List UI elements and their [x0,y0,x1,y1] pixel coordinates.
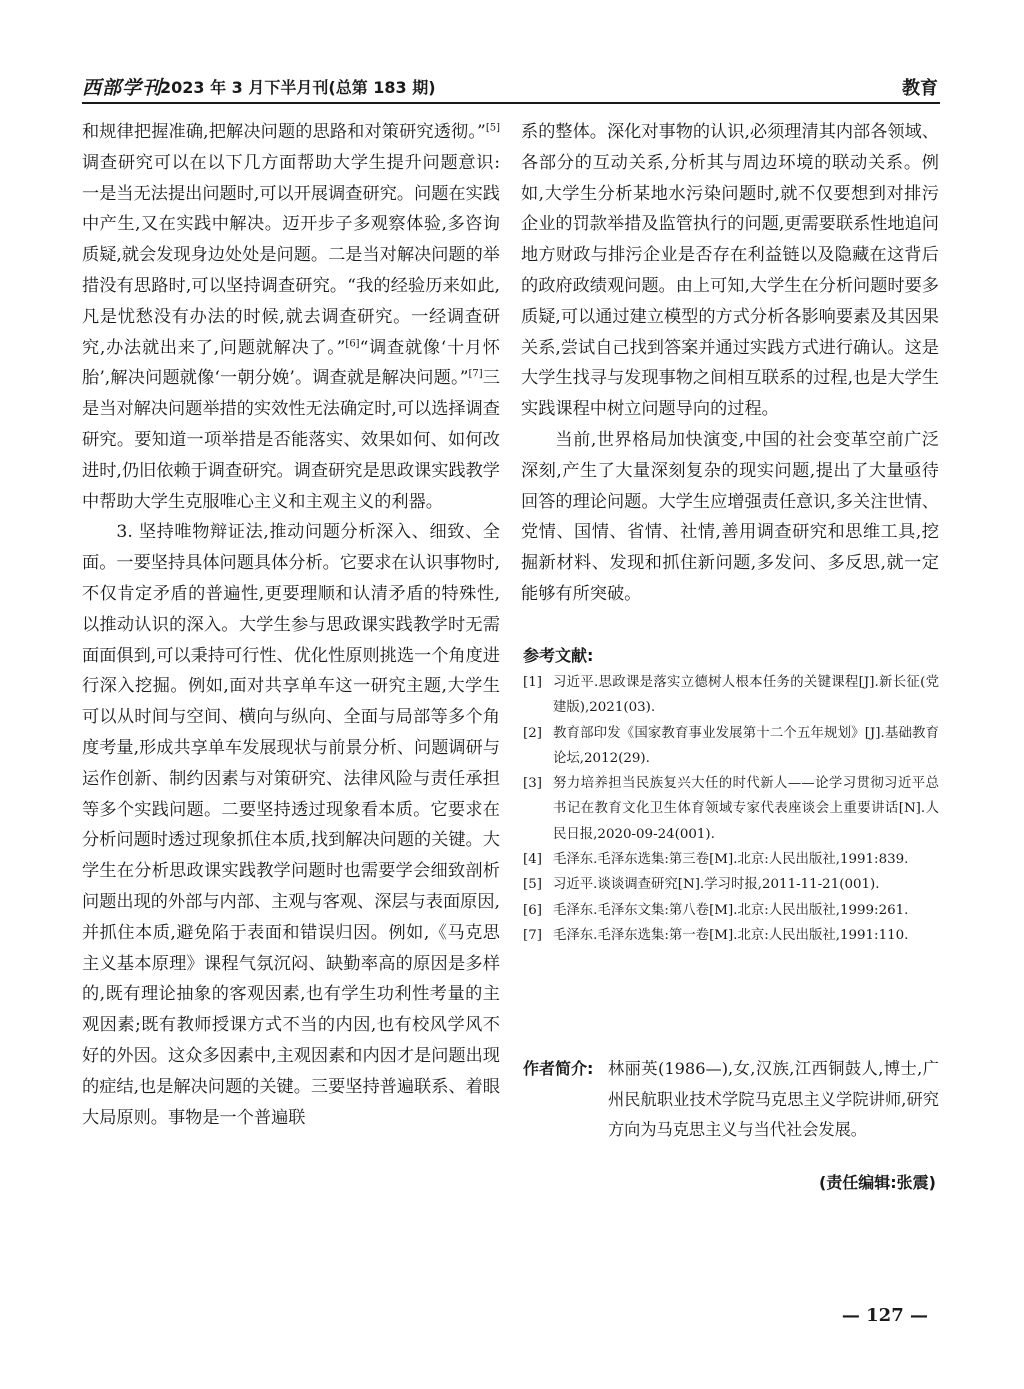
reference-item [523,771,939,847]
reference-text: 习近平.思政课是落实立德树人根本任务的关键课程[J].新长征(党建版),2021(03). [553,675,939,716]
author-bio [523,1054,939,1146]
citation-marker: [5] [485,122,500,134]
text-run: “调查就像‘十月怀胎’,解决问题就像‘一朝分娩’。调查就是解决问题。” [82,337,500,389]
author-label: 作者简介: [523,1059,594,1078]
reference-text: 毛泽东.毛泽东选集:第三卷[M].北京:人民出版社,1991:839. [553,852,909,868]
issue-info: 2023 年 3 月下半月刊(总第 183 期) [160,78,436,97]
reference-text: 教育部印发《国家教育事业发展第十二个五年规划》[J].基础教育论坛,2012(29). [553,725,939,766]
section-title: 教育 [902,78,938,99]
page-number: — 127 — [841,1305,928,1326]
reference-number: [2] [523,725,542,741]
reference-number: [7] [523,927,542,943]
journal-logo: 西部学刊 [82,77,163,99]
reference-text: 毛泽东.毛泽东文集:第八卷[M].北京:人民出版社,1999:261. [553,902,909,918]
citation-marker: [6] [345,337,360,349]
references-title: 参考文献: [523,646,594,665]
left-column [82,117,500,1133]
right-column [521,117,939,610]
citation-marker: [7] [468,368,483,380]
reference-number: [1] [523,675,542,690]
text-run: 三是当对解决问题举措的实效性无法确定时,可以选择调查研究。要知道一项举措是否能落实、效果如何、如何改进时,仍旧依赖于调查研究。调查研究是思政课实践教学中帮助大学生克服唯心主义和主观主义的利器。 [82,368,500,512]
reference-item [523,898,939,923]
text-run: 调查研究可以在以下几方面帮助大学生提升问题意识:一是当无法提出问题时,可以开展调查研究。问题在实践中产生,又在实践中解决。迈开步子多观察体验,多咨询质疑,就会发现身边处处是问题。二是当对解决问题的举措没有思路时,可以坚持调查研究。“我的经验历来如此,凡是忧愁没有办法的时候,就去调查研究。一经调查研究,办法就出来了,问题就解决了。” [82,152,500,358]
text-run: 和规律把握准确,把解决问题的思路和对策研究透彻。” [82,122,486,142]
reference-number: [6] [523,902,542,918]
paragraph: 系的整体。深化对事物的认识,必须理清其内部各领域、各部分的互动关系,分析其与周边环境的联动关系。例如,大学生分析某地水污染问题时,就不仅要想到对排污企业的罚款举措及监管执行的问题,更需要联系性地追问地方财政与排污企业是否存在利益链以及隐藏在这背后的政府政绩观问题。由上可知,大学生在分析问题时要多质疑,可以通过建立模型的方式分析各影响要素及其因果关系,尝试自己找到答案并通过实践方式进行确认。这是大学生找寻与发现事物之间相互联系的过程,也是大学生实践课程中树立问题导向的过程。 [521,122,939,420]
reference-text: 毛泽东.毛泽东选集:第一卷[M].北京:人民出版社,1991:110. [553,927,909,943]
reference-text: 习近平.谈谈调查研究[N].学习时报,2011-11-21(001). [553,877,880,893]
paragraph: 当前,世界格局加快演变,中国的社会变革空前广泛深刻,产生了大量深刻复杂的现实问题,提出了大量亟待回答的理论问题。大学生应增强责任意识,多关注世情、党情、国情、省情、社情,善用调查研究和思维工具,挖掘新材料、发现和抓住新问题,多发问、多反思,就一定能够有所突破。 [521,429,939,604]
paragraph [82,117,500,517]
reference-item [523,923,939,948]
editor-credit: (责任编辑:张震) [818,1173,936,1192]
reference-item [523,721,939,772]
paragraph: 3. 坚持唯物辩证法,推动问题分析深入、细致、全面。一要坚持具体问题具体分析。它要求在认识事物时,不仅肯定矛盾的普遍性,更要理顺和认清矛盾的特殊性,以推动认识的深入。大学生参与思政课实践教学时无需面面俱到,可以秉持可行性、优化性原则挑选一个角度进行深入挖掘。例如,面对共享单车这一研究主题,大学生可以从时间与空间、横向与纵向、全面与局部等多个角度考量,形成共享单车发展现状与前景分析、问题调研与运作创新、制约因素与对策研究、法律风险与责任承担等多个实践问题。二要坚持透过现象看本质。它要求在分析问题时透过现象抓住本质,找到解决问题的关键。大学生在分析思政课实践教学问题时也需要学会细致剖析问题出现的外部与内部、主观与客观、深层与表面原因,并抓住本质,避免陷于表面和错误归因。例如,《马克思主义基本原理》课程气氛沉闷、缺勤率高的原因是多样的,既有理论抽象的客观因素,也有学生功利性考量的主观因素;既有教师授课方式不当的内因,也有校风学风不好的外因。这众多因素中,主观因素和内因才是问题出现的症结,也是解决问题的关键。三要坚持普遍联系、着眼大局原则。事物是一个普遍联 [82,522,500,1128]
reference-number: [3] [523,776,542,792]
reference-number: [4] [523,852,542,868]
reference-text: 努力培养担当民族复兴大任的时代新人——论学习贯彻习近平总书记在教育文化卫生体育领域专家代表座谈会上重要讲话[N].人民日报,2020-09-24(001). [553,776,939,842]
author-text: 林丽英(1986—),女,汉族,江西铜鼓人,博士,广州民航职业技术学院马克思主义学院讲师,研究方向为马克思主义与当代社会发展。 [608,1059,939,1139]
reference-item [523,847,939,872]
references-list [523,670,939,948]
reference-number: [5] [523,877,542,893]
reference-item [523,670,939,721]
page-header [82,70,940,104]
reference-item [523,872,939,897]
